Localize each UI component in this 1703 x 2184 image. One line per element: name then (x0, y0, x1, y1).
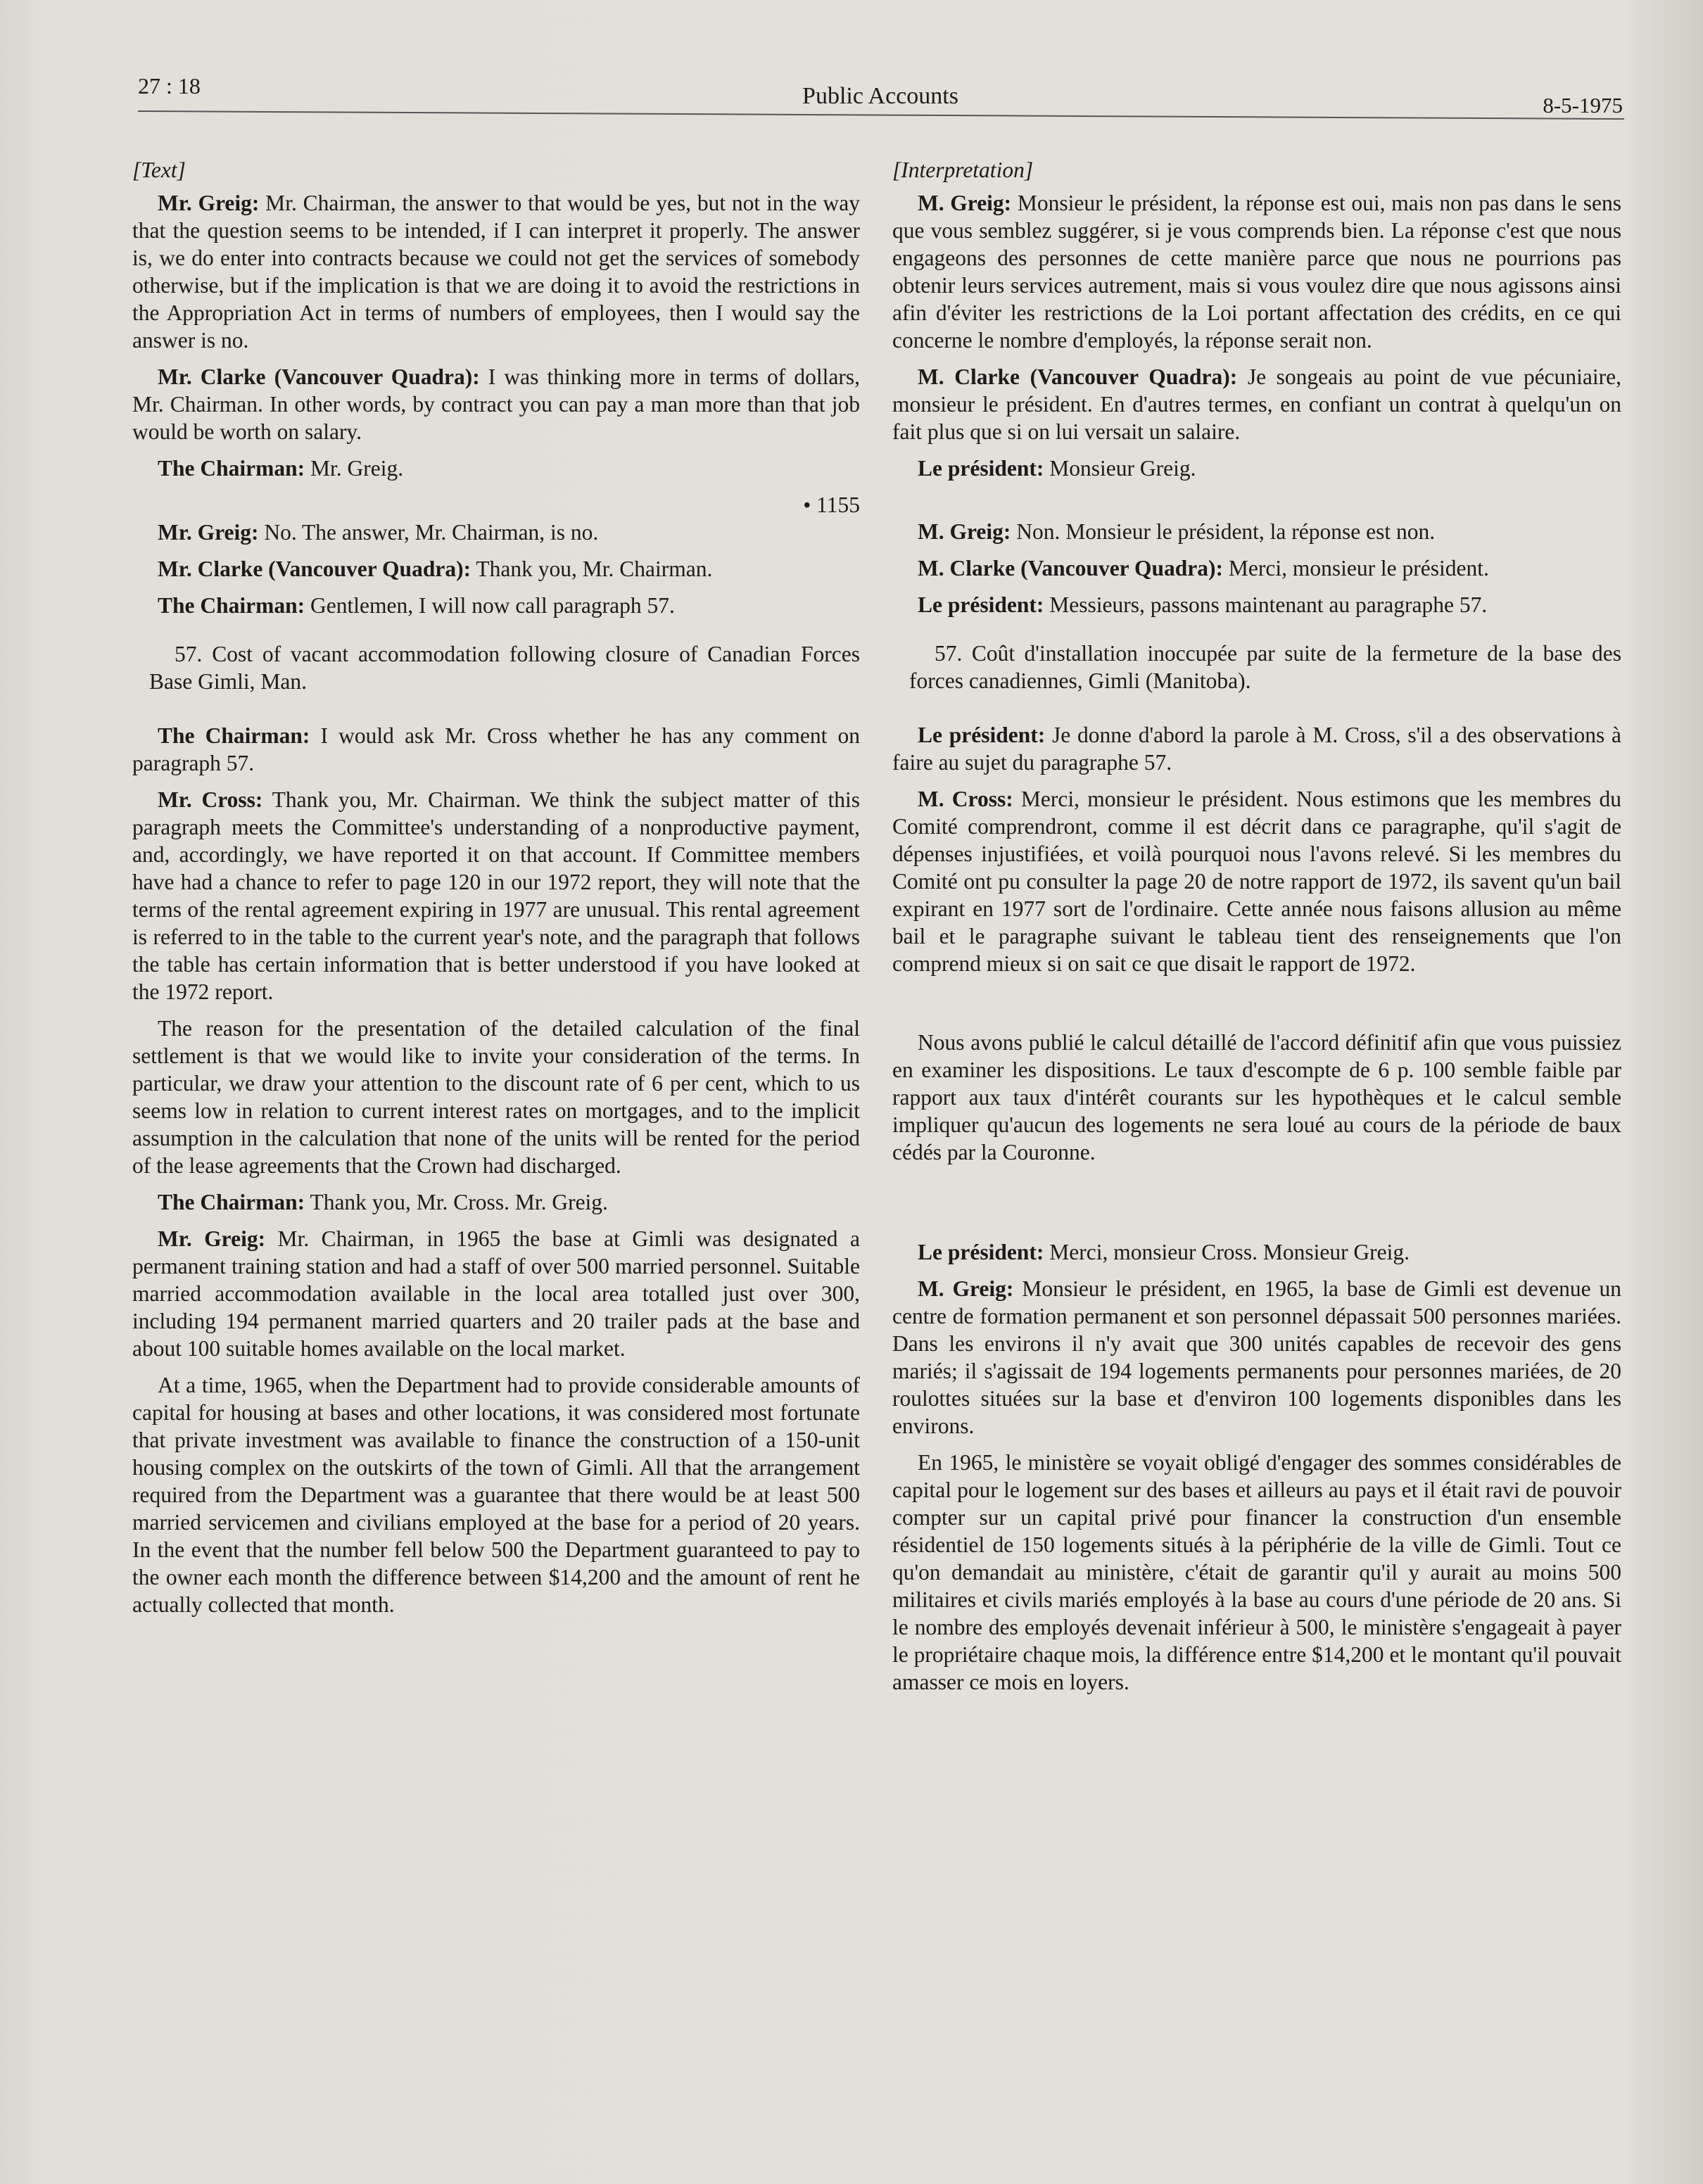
speech: Mr. Greig. (305, 456, 404, 481)
speech: Merci, monsieur le président. (1222, 556, 1489, 580)
speech: Mr. Chairman, the answer to that would be yes, but not in the way that the question seems to be intended, if I can interpret it properly. The answer is, we do enter into contracts because we could not get the services of somebody otherwise, but if the implication is that we are doing it to avoid the restrictions in the Appropriation Act in terms of numbers of employees, then I would say the answer is no. (132, 191, 861, 353)
page-header (138, 73, 1623, 118)
speaker: The Chairman: (158, 456, 305, 481)
header-date: 8-5-1975 (1543, 93, 1623, 118)
speech: Gentlemen, I will now call paragraph 57. (305, 593, 675, 618)
speaker: M. Greig: (918, 191, 1012, 215)
agenda-item: 57. Coût d'installation inoccupée par suite de la fermeture de la base des forces canadiennes, Gimli (Manitoba). (909, 641, 1621, 693)
paragraph (132, 455, 860, 482)
speaker: Mr. Greig: (158, 191, 260, 215)
running-title: Public Accounts (802, 83, 958, 109)
spacer (892, 1175, 1621, 1238)
speaker: The Chairman: (158, 1190, 305, 1214)
speech: Je donne d'abord la parole à M. Cross, s'il a des observations à faire au sujet du paragraphe 57. (892, 723, 1621, 775)
paragraph (132, 189, 860, 354)
speaker: M. Clarke (Vancouver Quadra): (918, 364, 1238, 389)
speaker: M. Cross: (918, 787, 1013, 811)
speech: No. The answer, Mr. Chairman, is no. (258, 520, 599, 545)
agenda-item: 57. Cost of vacant accommodation following closure of Canadian Forces Base Gimli, Man. (149, 642, 860, 694)
speaker: Le président: (918, 456, 1044, 481)
paragraph (892, 1238, 1621, 1266)
speaker: M. Greig: (918, 519, 1011, 544)
speaker: Mr. Cross: (158, 787, 263, 812)
paragraph (892, 363, 1621, 445)
speech: I was thinking more in terms of dollars, Mr. Chairman. In other words, by contract you can pay a man more than that job would be worth on salary. (132, 364, 860, 444)
paragraph (132, 592, 860, 619)
speech: Mr. Chairman, in 1965 the base at Gimli was designated a permanent training station and had a staff of over 500 married personnel. Suitable married accommodation available in the local area totalled just over 300, including 194 permanent married quarters and 20 trailer pads at the base and about 100 suitable homes available on the local market. (132, 1226, 860, 1361)
speech: Monsieur le président, la réponse est oui, mais non pas dans le sens que vous semblez suggérer, si je vous comprends bien. La réponse c'est que nous engageons des personnes de cette manière parce que nous ne pourrions pas obtenir leurs services autrement, mais si vous voulez dire que nous agissons ainsi afin d'éviter les restrictions de la Loi portant affectation des crédits, en ce qui concerne le nombre d'employés, la réponse serait non. (892, 191, 1621, 353)
paragraph (892, 1275, 1621, 1440)
paragraph (892, 189, 1621, 354)
page-number: 27 : 18 (138, 73, 201, 99)
paragraph (892, 554, 1621, 582)
speaker: Le président: (918, 723, 1046, 747)
paragraph: The reason for the presentation of the detailed calculation of the final settlement is that we would like to invite your consideration of the terms. In particular, we draw your attention to the discount rate of 6 per cent, which to us seems low in relation to current interest rates on mortgages, and to the implicit assumption in the calculation that none of the units will be rented for the period of the lease agreements that the Crown had discharged. (132, 1016, 860, 1178)
english-column (132, 156, 860, 1627)
speech: Thank you, Mr. Chairman. (471, 557, 713, 581)
speaker: Le président: (918, 1240, 1044, 1264)
french-column (892, 156, 1621, 1705)
paragraph (892, 518, 1621, 545)
paragraph (132, 1188, 860, 1216)
interpretation-tag: [Interpretation] (892, 158, 1034, 182)
speaker: Le président: (918, 592, 1044, 617)
paragraph (132, 555, 860, 583)
paragraph (892, 455, 1621, 482)
paragraph (132, 786, 860, 1005)
spacer (892, 491, 1621, 518)
speaker: The Chairman: (158, 593, 305, 618)
speech: Messieurs, passons maintenant au paragraphe 57. (1044, 592, 1488, 617)
spacer (892, 986, 1621, 1029)
speech: Thank you, Mr. Chairman. We think the subject matter of this paragraph meets the Committee's understanding of a nonproductive payment, and, accordingly, we have reported it on that account. If Committee members have had a chance to refer to page 120 in our 1972 report, they will note that the terms of the rental agreement expiring in 1977 are unusual. This rental agreement is referred to in the table to the current year's note, and the paragraph that follows the table has certain information that is better understood if you have looked at the 1972 report. (132, 787, 860, 1004)
speech: Merci, monsieur Cross. Monsieur Greig. (1044, 1240, 1410, 1264)
time-marker: • 1155 (803, 493, 860, 517)
speech: Je songeais au point de vue pécuniaire, monsieur le président. En d'autres termes, en confiant un contrat à quelqu'un on fait plus que si on lui versait un salaire. (892, 364, 1621, 444)
speaker: Mr. Clarke (Vancouver Quadra): (158, 557, 471, 581)
speech: Monsieur Greig. (1044, 456, 1196, 481)
speech: Merci, monsieur le président. Nous estimons que les membres du Comité comprendront, comme il est décrit dans ce paragraphe, qu'il s'agit de dépenses injustifiées, et voilà pourquoi nous l'avons relevé. Si les membres du Comité ont pu consulter la page 20 de notre rapport de 1972, ils savent qu'un bail expirant en 1977 sort de l'ordinaire. Cette année nous faisons allusion au même bail et le paragraphe suivant le tableau tient des renseignements que l'on comprend mieux si on sait ce que disait le rapport de 1972. (892, 787, 1621, 976)
paragraph: En 1965, le ministère se voyait obligé d'engager des sommes considérables de capital pour le logement sur des bases et ailleurs au pays et il était ravi de pouvoir compter sur un capital privé pour financer la construction d'un ensemble résidentiel de 150 logements situés à la périphérie de la ville de Gimli. Tout ce qu'on demandait au ministère, c'était de garantir qu'il y aurait au moins 500 militaires et civils mariés employés à la base au cours d'une période de 20 ans. Si le nombre des employés devenait inférieur à 500, le ministère s'engageait à payer le propriétaire chaque mois, la différence entre $14,200 et le montant qu'il pouvait amasser ce mois en loyers. (892, 1450, 1621, 1694)
speaker: The Chairman: (158, 723, 310, 748)
paragraph: Nous avons publié le calcul détaillé de l'accord définitif afin que vous puissiez en examiner les dispositions. Le taux d'escompte de 6 p. 100 semble faible par rapport aux taux d'intérêt courants sur les hypothèques et le calcul semble impliquer qu'aucun des logements ne sera loué au cours de la période de baux cédés par la Couronne. (892, 1030, 1621, 1164)
speech: Thank you, Mr. Cross. Mr. Greig. (305, 1190, 608, 1214)
speaker: M. Greig: (918, 1276, 1014, 1301)
paragraph (892, 785, 1621, 977)
paragraph (132, 1225, 860, 1362)
speech: Non. Monsieur le président, la réponse est non. (1011, 519, 1436, 544)
speech: Monsieur le président, en 1965, la base de Gimli est devenue un centre de formation permanent et son personnel dépassait 500 personnes mariées. Dans les environs il n'y avait que 300 unités capables de recevoir des gens mariés; il s'agissait de 194 logements permanents pour personnes mariées, de 20 roulottes situées sur la base et d'environ 100 logements disponibles dans les environs. (892, 1276, 1622, 1438)
speaker: Mr. Clarke (Vancouver Quadra): (158, 364, 480, 389)
text-tag: [Text] (132, 158, 186, 182)
paragraph: At a time, 1965, when the Department had to provide considerable amounts of capital for housing at bases and other locations, it was considered most fortunate that private investment was available to finance the construction of a 150-unit housing complex on the outskirts of the town of Gimli. All that the arrangement required from the Department was a guarantee that there would be at least 500 married servicemen and civilians employed at the base for a period of 20 years. In the event that the number fell below 500 the Department guaranteed to pay to the owner each month the difference between $14,200 and the amount of rent he actually collected that month. (132, 1373, 860, 1617)
speaker: Mr. Greig: (158, 1226, 266, 1251)
speech: I would ask Mr. Cross whether he has any comment on paragraph 57. (132, 723, 860, 775)
speaker: M. Clarke (Vancouver Quadra): (918, 556, 1223, 580)
paragraph (892, 721, 1621, 776)
paragraph (132, 363, 860, 445)
paragraph (132, 519, 860, 546)
paragraph (132, 722, 860, 777)
paragraph (892, 591, 1621, 618)
speaker: Mr. Greig: (158, 520, 259, 545)
